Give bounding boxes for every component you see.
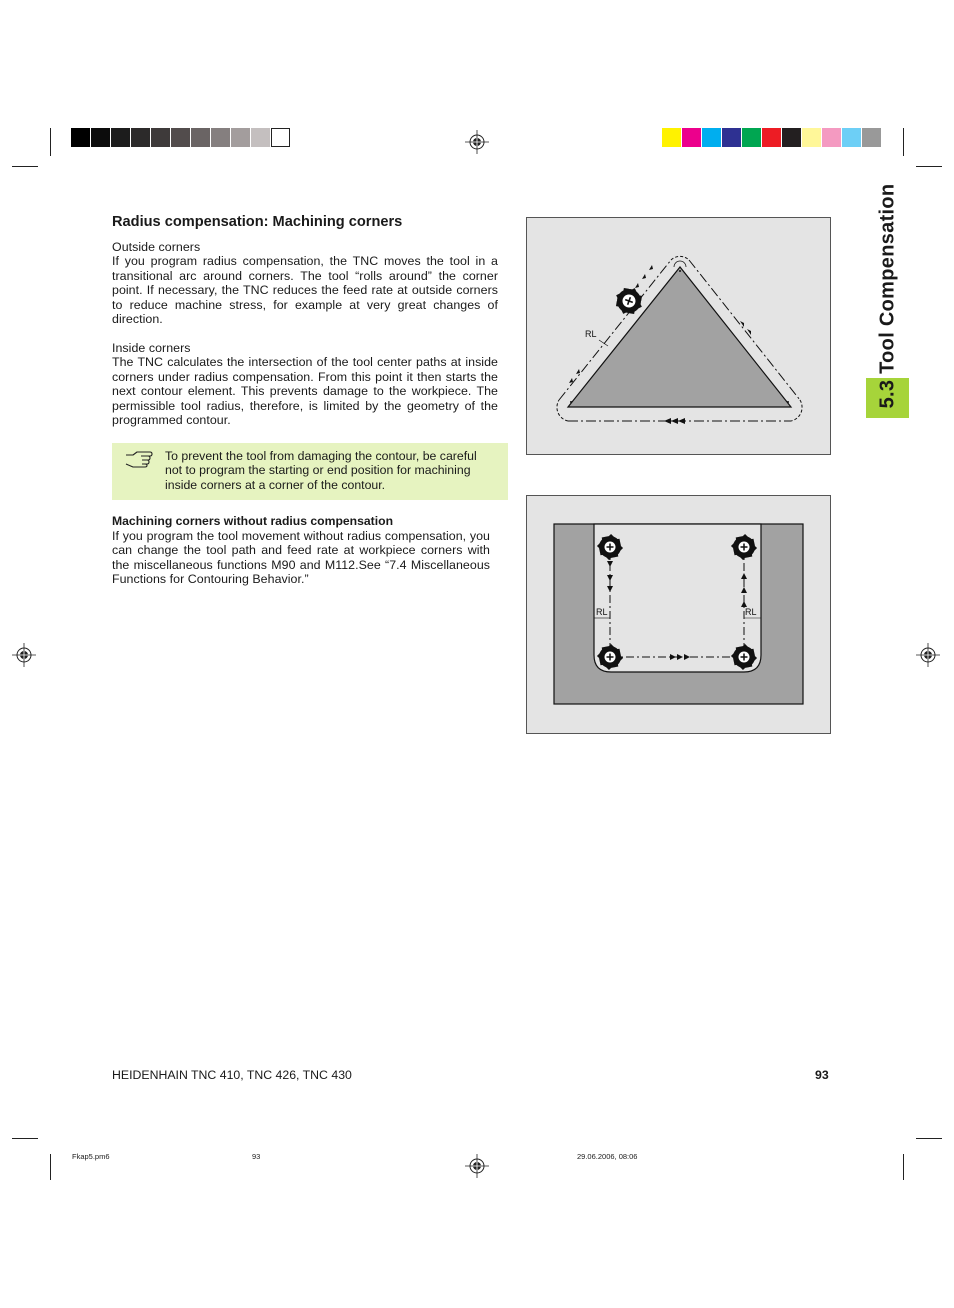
inside-corners-block [112,341,498,427]
footer-manual: HEIDENHAIN TNC 410, TNC 426, TNC 430 [112,1068,352,1082]
slug-datetime: 29.06.2006, 08:06 [577,1152,638,1161]
crop-mark [50,1154,51,1180]
calibration-swatch [662,128,681,147]
inside-corners-title: Inside corners [112,341,191,355]
triangle-diagram [526,217,831,455]
calibration-swatch [722,128,741,147]
calibration-swatch [782,128,801,147]
registration-mark-icon [465,130,489,154]
registration-mark-icon [916,643,940,667]
calibration-swatch [822,128,841,147]
slug-file: Fkap5.pm6 [72,1152,110,1161]
calibration-swatch [251,128,270,147]
registration-mark-icon [12,643,36,667]
outside-corners-text: If you program radius compensation, the TNC moves the tool in a transitional arc around corners. The tool “rolls around” the corner point. If necessary, the TNC reduces the feed rate at outside corners to reduce machine stress, for example at very great changes of direction. [112,254,498,327]
footer-page-number: 93 [815,1068,829,1082]
calibration-swatch [231,128,250,147]
slug-page: 93 [252,1152,261,1161]
outside-corners-title: Outside corners [112,240,201,254]
calibration-swatch [91,128,110,147]
calibration-swatch [802,128,821,147]
crop-mark [50,128,51,156]
calibration-swatch [271,128,290,147]
pocket-diagram [526,495,831,734]
inside-corners-text: The TNC calculates the intersection of the tool center paths at inside corners under radius compensation. From this point it then starts the next contour element. This prevents damage to the workpiece. The permissible tool radius, therefore, is limited by the geometry of the programmed contour. [112,355,498,428]
subsection-heading: Machining corners without radius compensation [112,514,394,528]
calibration-swatch [131,128,150,147]
section-heading: Radius compensation: Machining corners [112,214,403,230]
registration-mark-icon [465,1154,489,1178]
calibration-swatch [171,128,190,147]
calibration-swatch [702,128,721,147]
crop-mark [916,166,942,167]
calibration-swatch [211,128,230,147]
subsection-text: If you program the tool movement without radius compensation, you can change the tool path and feed rate at workpiece corners with the miscellaneous functions M90 and M112.See “7.4 Miscellaneous Functions for Contouring Behavior.” [112,529,490,587]
calibration-swatch [862,128,881,147]
calibration-swatch [682,128,701,147]
calibration-swatch [842,128,861,147]
outside-corners-block [112,240,498,326]
calibration-swatch [151,128,170,147]
rl-label-right: RL [745,607,757,617]
crop-mark [12,166,38,167]
calibration-swatch [742,128,761,147]
crop-mark [12,1138,38,1139]
chapter-tab-label: 5.3 Tool Compensation [876,183,899,409]
crop-mark [903,1154,904,1180]
calibration-swatch [762,128,781,147]
crop-mark [903,128,904,156]
rl-label: RL [585,329,597,339]
rl-label-left: RL [596,607,608,617]
note-text: To prevent the tool from damaging the contour, be careful not to program the starting or end position for machining inside corners at a corner of the contour. [165,449,477,492]
pointing-hand-icon [124,449,154,469]
calibration-swatch [111,128,130,147]
calibration-swatch [71,128,90,147]
crop-mark [916,1138,942,1139]
calibration-swatch [191,128,210,147]
